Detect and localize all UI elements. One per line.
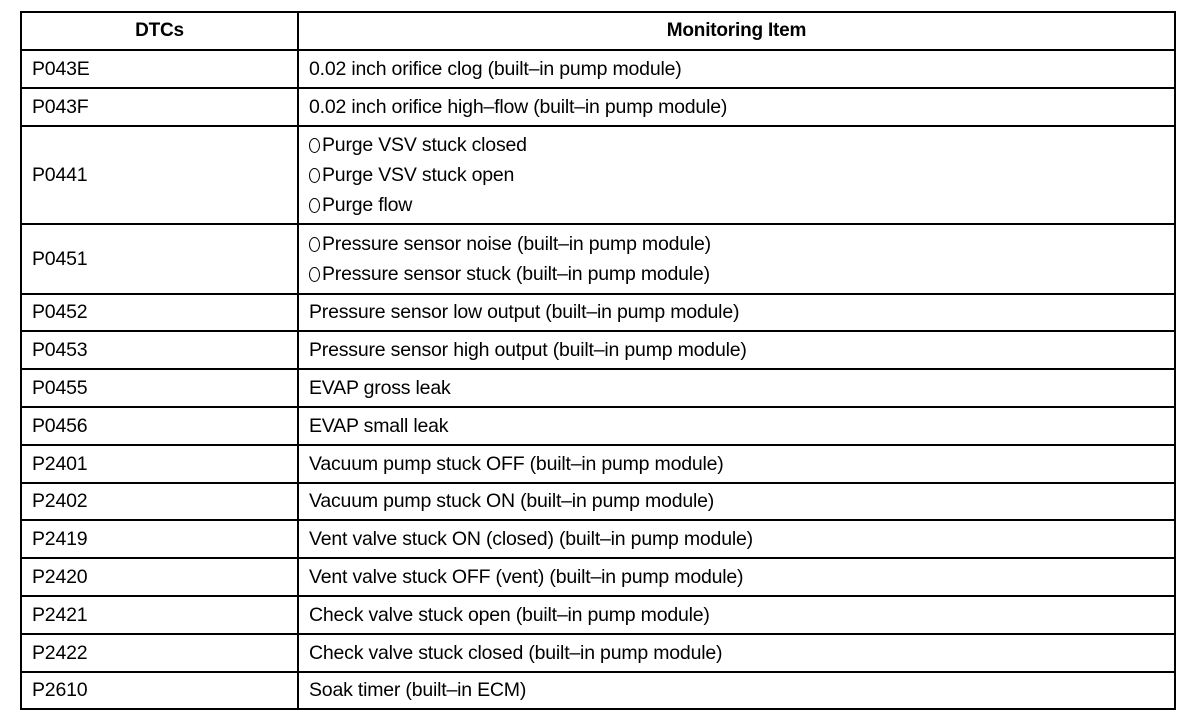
circle-bullet-icon <box>309 198 320 213</box>
table-row <box>21 331 1175 369</box>
monitoring-item-line <box>309 229 1174 259</box>
dtc-code: P2610 <box>21 672 298 710</box>
monitoring-item-text <box>309 638 1174 668</box>
dtc-table <box>20 11 1176 710</box>
monitoring-item-text <box>309 562 1174 592</box>
dtc-code: P043F <box>21 88 298 126</box>
monitoring-item <box>298 50 1175 88</box>
table-row <box>21 634 1175 672</box>
table-row <box>21 520 1175 558</box>
table-row <box>21 50 1175 88</box>
table-row <box>21 596 1175 634</box>
monitoring-item-label: Pressure sensor noise (built–in pump module) <box>322 232 711 255</box>
monitoring-item-line <box>309 259 1174 289</box>
monitoring-item <box>298 224 1175 294</box>
monitoring-item-text <box>309 92 1174 122</box>
dtc-code: P0456 <box>21 407 298 445</box>
monitoring-item <box>298 634 1175 672</box>
table-row <box>21 483 1175 521</box>
monitoring-item-text <box>309 297 1174 327</box>
monitoring-item-text <box>309 600 1174 630</box>
table-row <box>21 126 1175 224</box>
monitoring-item-label: Vent valve stuck ON (closed) (built–in pump module) <box>309 528 753 551</box>
table-row <box>21 224 1175 294</box>
dtc-code: P2421 <box>21 596 298 634</box>
dtc-code: P043E <box>21 50 298 88</box>
monitoring-item-label: Pressure sensor stuck (built–in pump module) <box>322 262 710 285</box>
circle-bullet-icon <box>309 267 320 282</box>
monitoring-item-line <box>309 130 1174 160</box>
dtc-code: P0452 <box>21 294 298 332</box>
monitoring-item-label: Check valve stuck open (built–in pump module) <box>309 603 710 626</box>
table-row <box>21 672 1175 710</box>
dtc-code: P2422 <box>21 634 298 672</box>
table-row <box>21 88 1175 126</box>
table-row <box>21 294 1175 332</box>
monitoring-item <box>298 520 1175 558</box>
monitoring-item <box>298 445 1175 483</box>
header-row <box>21 12 1175 50</box>
monitoring-item-label: 0.02 inch orifice high–flow (built–in pump module) <box>309 95 728 118</box>
table-row <box>21 445 1175 483</box>
dtc-code: P2401 <box>21 445 298 483</box>
monitoring-item <box>298 294 1175 332</box>
dtc-code: P0455 <box>21 369 298 407</box>
monitoring-item <box>298 88 1175 126</box>
dtc-code: P0451 <box>21 224 298 294</box>
monitoring-item-label: Vacuum pump stuck ON (built–in pump module) <box>309 490 715 513</box>
dtc-code: P2420 <box>21 558 298 596</box>
monitoring-item <box>298 126 1175 224</box>
dtc-code: P2419 <box>21 520 298 558</box>
monitoring-item-label: Check valve stuck closed (built–in pump module) <box>309 641 723 664</box>
dtc-code: P2402 <box>21 483 298 521</box>
monitoring-item-line <box>309 190 1174 220</box>
monitoring-item-text <box>309 335 1174 365</box>
circle-bullet-icon <box>309 168 320 183</box>
table-row <box>21 369 1175 407</box>
monitoring-item-text <box>309 373 1174 403</box>
monitoring-item <box>298 672 1175 710</box>
monitoring-item-text <box>309 411 1174 441</box>
monitoring-item <box>298 483 1175 521</box>
monitoring-item-label: EVAP gross leak <box>309 377 451 400</box>
monitoring-item <box>298 558 1175 596</box>
monitoring-item-label: EVAP small leak <box>309 414 449 437</box>
monitoring-item <box>298 331 1175 369</box>
table-body <box>21 50 1175 709</box>
header-dtcs: DTCs <box>21 12 298 50</box>
dtc-code: P0441 <box>21 126 298 224</box>
monitoring-item <box>298 369 1175 407</box>
monitoring-item <box>298 596 1175 634</box>
monitoring-item-label: Purge VSV stuck open <box>322 163 515 186</box>
monitoring-item-line <box>309 160 1174 190</box>
monitoring-item-label: Pressure sensor high output (built–in pump module) <box>309 339 747 362</box>
monitoring-item-label: Vacuum pump stuck OFF (built–in pump module) <box>309 452 724 475</box>
circle-bullet-icon <box>309 138 320 153</box>
monitoring-item-text <box>309 524 1174 554</box>
table-row <box>21 407 1175 445</box>
monitoring-item-label: Pressure sensor low output (built–in pump module) <box>309 301 740 324</box>
monitoring-item-label: Purge VSV stuck closed <box>322 133 527 156</box>
monitoring-item-label: Soak timer (built–in ECM) <box>309 679 527 702</box>
circle-bullet-icon <box>309 237 320 252</box>
monitoring-item-label: Vent valve stuck OFF (vent) (built–in pump module) <box>309 566 744 589</box>
monitoring-item-text <box>309 675 1174 705</box>
monitoring-item-text <box>309 54 1174 84</box>
monitoring-item-text <box>309 449 1174 479</box>
dtc-code: P0453 <box>21 331 298 369</box>
header-monitoring-item: Monitoring Item <box>298 12 1175 50</box>
table-row <box>21 558 1175 596</box>
monitoring-item-label: Purge flow <box>322 193 413 216</box>
monitoring-item-text <box>309 486 1174 516</box>
monitoring-item-label: 0.02 inch orifice clog (built–in pump module) <box>309 57 682 80</box>
monitoring-item <box>298 407 1175 445</box>
